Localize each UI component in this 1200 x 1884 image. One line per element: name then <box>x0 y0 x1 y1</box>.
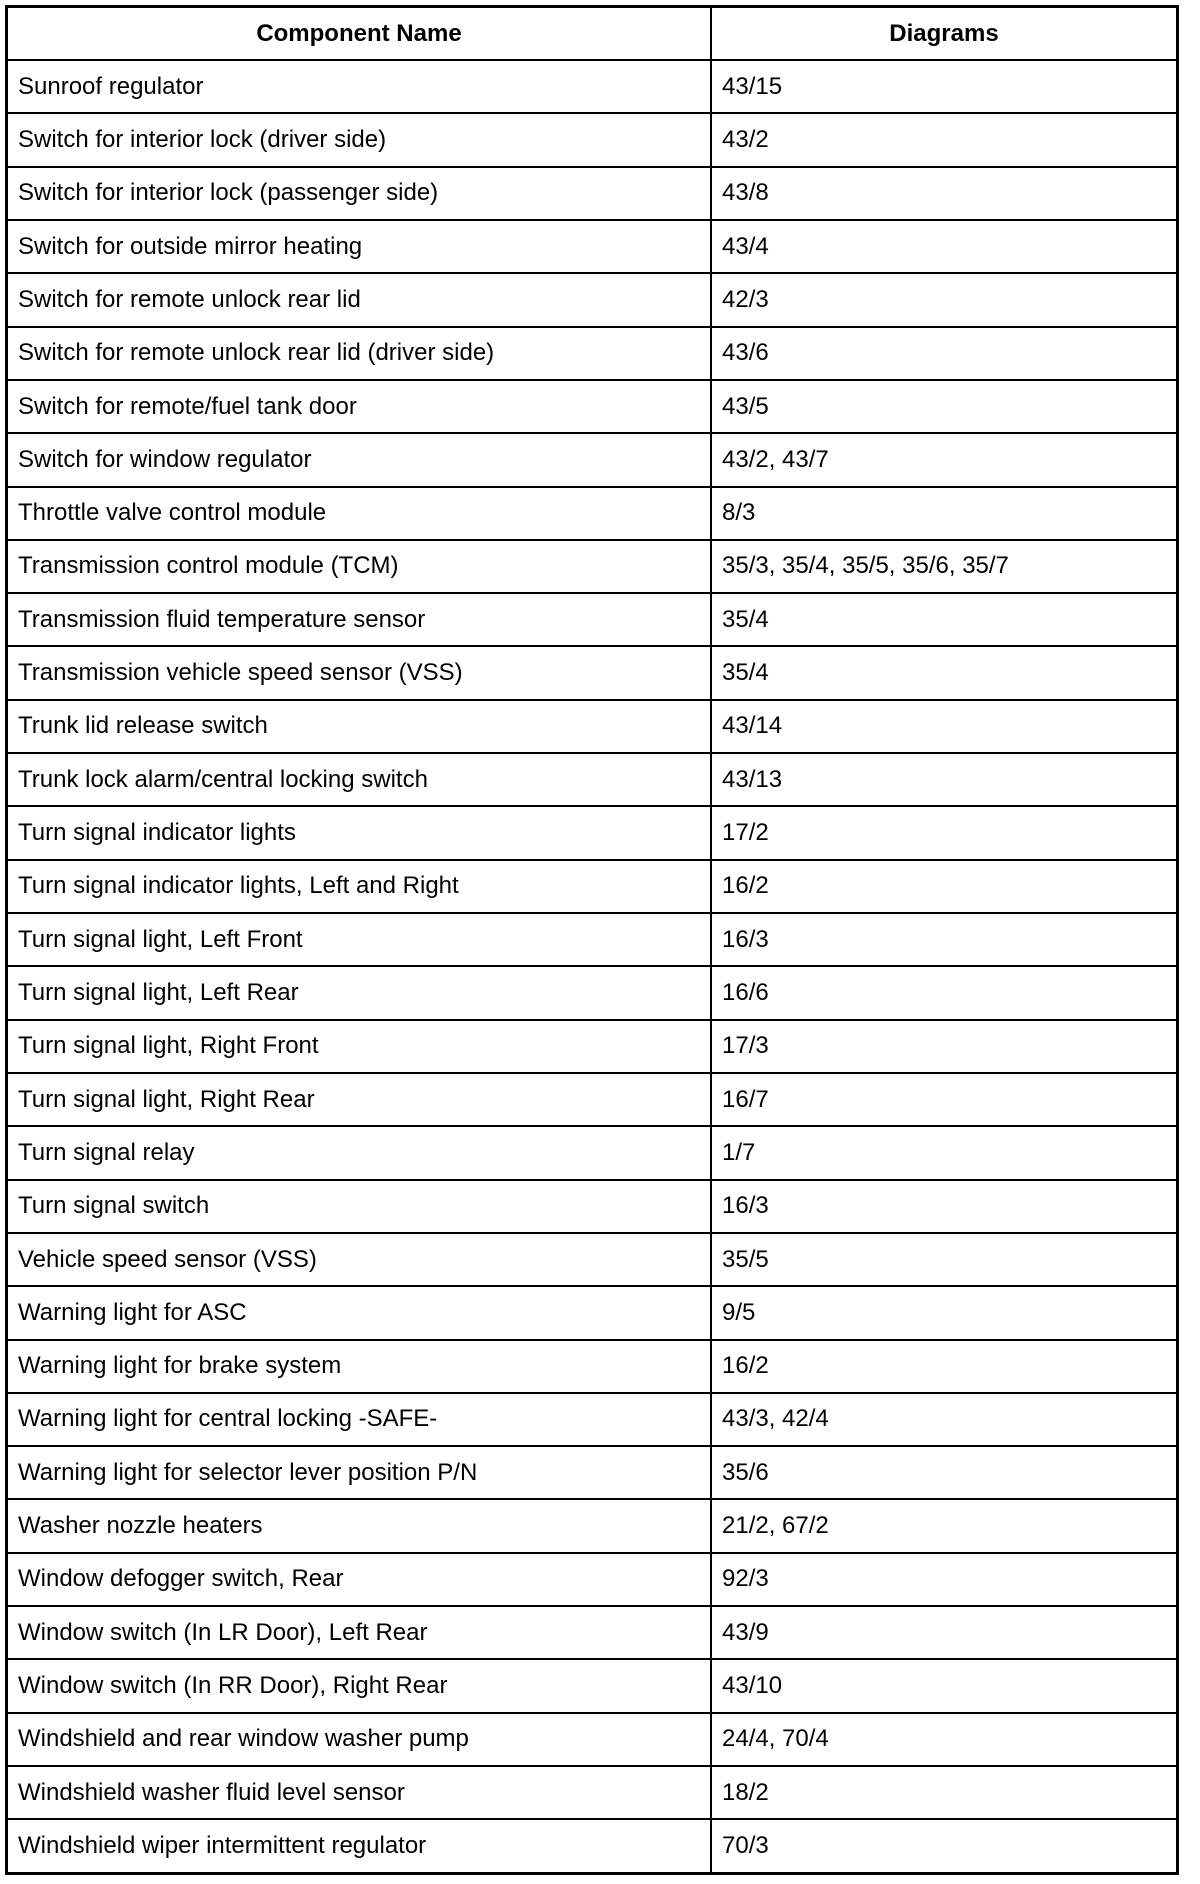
table-row <box>8 60 1176 113</box>
diagrams-cell: 18/2 <box>711 1766 1176 1819</box>
table-row <box>8 1180 1176 1233</box>
diagrams-cell: 43/2, 43/7 <box>711 433 1176 486</box>
diagrams-cell: 21/2, 67/2 <box>711 1499 1176 1552</box>
header-diagrams: Diagrams <box>711 8 1176 60</box>
table-row <box>8 1499 1176 1552</box>
diagrams-cell: 9/5 <box>711 1286 1176 1339</box>
diagrams-cell: 16/6 <box>711 966 1176 1019</box>
table-row <box>8 1446 1176 1499</box>
component-diagram-table <box>8 8 1176 1872</box>
table-row <box>8 1766 1176 1819</box>
diagrams-cell: 43/3, 42/4 <box>711 1393 1176 1446</box>
diagrams-cell: 43/2 <box>711 113 1176 166</box>
table-row <box>8 1393 1176 1446</box>
diagrams-cell: 35/4 <box>711 646 1176 699</box>
table-body <box>8 60 1176 1872</box>
component-name-cell: Turn signal light, Left Rear <box>8 966 711 1019</box>
component-name-cell: Switch for interior lock (driver side) <box>8 113 711 166</box>
component-name-cell: Warning light for selector lever position P/N <box>8 1446 711 1499</box>
component-name-cell: Sunroof regulator <box>8 60 711 113</box>
diagrams-cell: 35/3, 35/4, 35/5, 35/6, 35/7 <box>711 540 1176 593</box>
diagrams-cell: 35/6 <box>711 1446 1176 1499</box>
table-row <box>8 1233 1176 1286</box>
diagrams-cell: 16/2 <box>711 860 1176 913</box>
diagrams-cell: 16/3 <box>711 913 1176 966</box>
diagrams-cell: 42/3 <box>711 273 1176 326</box>
diagrams-cell: 43/15 <box>711 60 1176 113</box>
diagrams-cell: 1/7 <box>711 1126 1176 1179</box>
component-name-cell: Washer nozzle heaters <box>8 1499 711 1552</box>
header-component-name: Component Name <box>8 8 711 60</box>
component-table-document <box>5 5 1179 1875</box>
diagrams-cell: 17/3 <box>711 1020 1176 1073</box>
component-name-cell: Switch for remote unlock rear lid <box>8 273 711 326</box>
table-row <box>8 487 1176 540</box>
component-name-cell: Turn signal relay <box>8 1126 711 1179</box>
table-row <box>8 860 1176 913</box>
table-row <box>8 433 1176 486</box>
diagrams-cell: 43/14 <box>711 700 1176 753</box>
diagrams-cell: 8/3 <box>711 487 1176 540</box>
table-row <box>8 1020 1176 1073</box>
diagrams-cell: 43/6 <box>711 327 1176 380</box>
diagrams-cell: 35/4 <box>711 593 1176 646</box>
component-name-cell: Turn signal light, Right Rear <box>8 1073 711 1126</box>
diagrams-cell: 35/5 <box>711 1233 1176 1286</box>
diagrams-cell: 43/10 <box>711 1659 1176 1712</box>
diagrams-cell: 16/7 <box>711 1073 1176 1126</box>
component-name-cell: Turn signal light, Left Front <box>8 913 711 966</box>
component-name-cell: Window switch (In RR Door), Right Rear <box>8 1659 711 1712</box>
component-name-cell: Warning light for brake system <box>8 1340 711 1393</box>
component-name-cell: Windshield washer fluid level sensor <box>8 1766 711 1819</box>
diagrams-cell: 17/2 <box>711 806 1176 859</box>
table-row <box>8 540 1176 593</box>
table-row <box>8 113 1176 166</box>
diagrams-cell: 24/4, 70/4 <box>711 1713 1176 1766</box>
diagrams-cell: 43/13 <box>711 753 1176 806</box>
component-name-cell: Window switch (In LR Door), Left Rear <box>8 1606 711 1659</box>
table-row <box>8 700 1176 753</box>
table-row <box>8 913 1176 966</box>
component-name-cell: Trunk lid release switch <box>8 700 711 753</box>
diagrams-cell: 92/3 <box>711 1553 1176 1606</box>
component-name-cell: Switch for remote unlock rear lid (driver side) <box>8 327 711 380</box>
component-name-cell: Vehicle speed sensor (VSS) <box>8 1233 711 1286</box>
component-name-cell: Warning light for central locking -SAFE- <box>8 1393 711 1446</box>
table-row <box>8 1606 1176 1659</box>
table-row <box>8 806 1176 859</box>
table-row <box>8 1126 1176 1179</box>
table-row <box>8 273 1176 326</box>
component-name-cell: Transmission vehicle speed sensor (VSS) <box>8 646 711 699</box>
component-name-cell: Trunk lock alarm/central locking switch <box>8 753 711 806</box>
component-name-cell: Turn signal indicator lights, Left and Right <box>8 860 711 913</box>
table-row <box>8 646 1176 699</box>
component-name-cell: Windshield wiper intermittent regulator <box>8 1819 711 1872</box>
component-name-cell: Windshield and rear window washer pump <box>8 1713 711 1766</box>
table-row <box>8 1659 1176 1712</box>
component-name-cell: Window defogger switch, Rear <box>8 1553 711 1606</box>
table-row <box>8 1340 1176 1393</box>
table-row <box>8 1819 1176 1872</box>
diagrams-cell: 16/2 <box>711 1340 1176 1393</box>
diagrams-cell: 43/9 <box>711 1606 1176 1659</box>
component-name-cell: Transmission fluid temperature sensor <box>8 593 711 646</box>
table-row <box>8 753 1176 806</box>
component-name-cell: Switch for interior lock (passenger side) <box>8 167 711 220</box>
diagrams-cell: 70/3 <box>711 1819 1176 1872</box>
table-row <box>8 593 1176 646</box>
table-row <box>8 1286 1176 1339</box>
component-name-cell: Transmission control module (TCM) <box>8 540 711 593</box>
component-name-cell: Throttle valve control module <box>8 487 711 540</box>
component-name-cell: Turn signal switch <box>8 1180 711 1233</box>
component-name-cell: Switch for remote/fuel tank door <box>8 380 711 433</box>
table-row <box>8 966 1176 1019</box>
table-row <box>8 1073 1176 1126</box>
diagrams-cell: 43/5 <box>711 380 1176 433</box>
component-name-cell: Turn signal indicator lights <box>8 806 711 859</box>
component-name-cell: Switch for window regulator <box>8 433 711 486</box>
component-name-cell: Warning light for ASC <box>8 1286 711 1339</box>
diagrams-cell: 16/3 <box>711 1180 1176 1233</box>
table-row <box>8 220 1176 273</box>
table-row <box>8 380 1176 433</box>
table-row <box>8 1553 1176 1606</box>
table-row <box>8 327 1176 380</box>
diagrams-cell: 43/8 <box>711 167 1176 220</box>
component-name-cell: Switch for outside mirror heating <box>8 220 711 273</box>
component-name-cell: Turn signal light, Right Front <box>8 1020 711 1073</box>
table-header-row <box>8 8 1176 60</box>
diagrams-cell: 43/4 <box>711 220 1176 273</box>
table-row <box>8 167 1176 220</box>
table-row <box>8 1713 1176 1766</box>
